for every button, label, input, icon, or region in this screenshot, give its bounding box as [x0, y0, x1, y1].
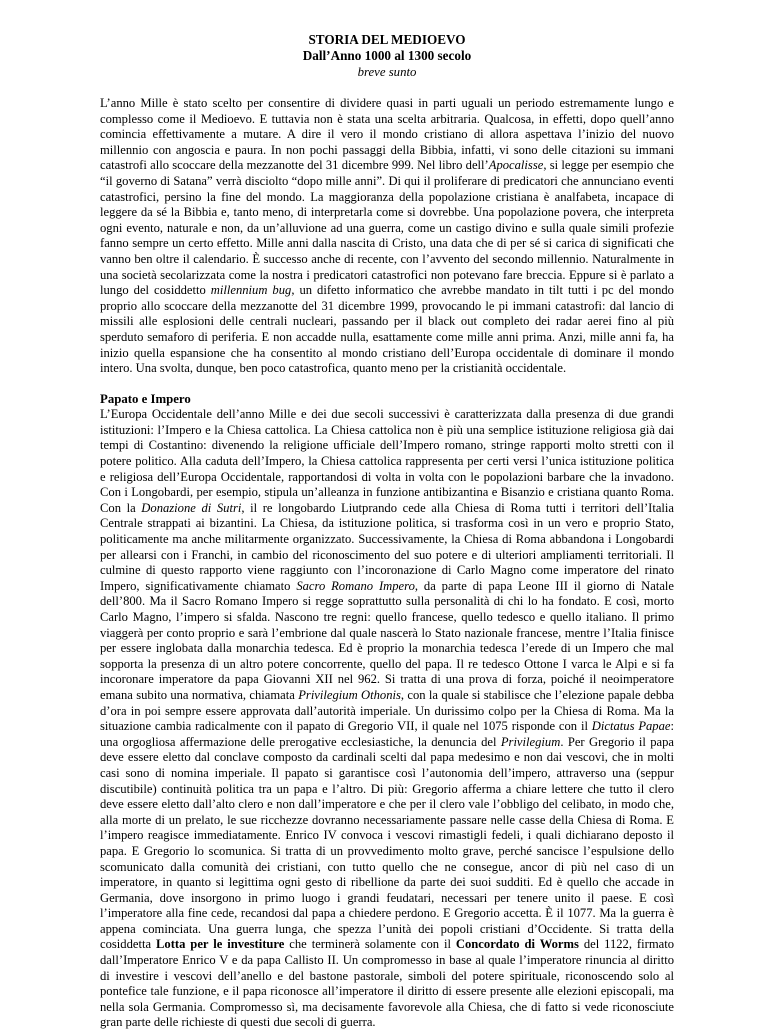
bold-term: Lotta per le investiture — [156, 937, 285, 952]
text-run: L’anno Mille è stato scelto per consentire di dividere quasi in parti uguali un periodo estremamente lungo e complesso come il Medioevo. E tuttavia non è stata una scelta arbitraria. Qualcosa, in effetti, dopo quell’anno comincia effettivamente a mutare. A dire il vero il mondo cristiano di allora aspettava l’inizio del nuovo millennio con angoscia e paura. In non pochi passaggi della Bibbia, infatti, vi sono delle citazioni su immani catastrofi allo scoccare della mezzanotte del 31 dicembre 999. Nel libro dell’ — [100, 96, 674, 173]
document-subtitle: Dall’Anno 1000 al 1300 secolo — [302, 48, 472, 63]
section-heading: Papato e Impero — [100, 391, 191, 406]
text-run: . Per Gregorio il papa deve essere eletto dal conclave composto da cardinali scelti dal papa medesimo e non dai vescovi, che in molti casi sono di nomina imperiale. Il papato si garantisce così l’autonomia dell’impero, attraverso una (seppur discutibile) continuità politica tra un papa e l’altro. Di più: Gregorio afferma a chiare lettere che tutto il clero deve essere eletto dall’alto clero e non dall’imperatore e che per il clero vale l’obbligo del celibato, in modo che, alla morte di un prelato, le sue ricchezze dovranno necessariamente passare nelle casse della Chiesa di Roma. E l’impero reagisce immediatamente. Enrico IV convoca i vescovi rimastigli fedeli, i quali dichiarano deposto il papa. E Gregorio lo scomunica. Si tratta di un provvedimento molto grave, perché sancisce l’espulsione dello scomunicato dalla comunità dei cristiani, con tutto quello che ne consegue, ancor di più nel caso di un imperatore, in quanto si legittima ogni gesto di ribellione da parte dei suoi sudditi. Ed è quello che accade in Germania, dove insorgono in primo luogo i grandi feudatari, necessari per tenere unito il paese. E così l’imperatore alla fine cede, recandosi dal papa a chiedere perdono. E Gregorio accetta. È il 1077. Ma la guerra è appena cominciata. Una guerra lunga, che spezza l’unità dei popoli cristiani d’Occidente. Si tratta della cosiddetta — [100, 734, 674, 952]
text-run: , si legge per esempio che “il governo di Satana” verrà disciolto “dopo mille anni”. Di qui il proliferare di predicatori che annunciano eventi catastrofici, persino la fine del mondo. La maggioranza della popolazione cristiana è analfabeta, incapace di leggere da sé la Bibbia e, tanto meno, di interpretarla come si dovrebbe. Una popolazione povera, che interpreta ogni evento, naturale e non, da un’alluvione ad una guerra, come un castigo divino e sulla quale simili profezie fanno sempre un certo effetto. Mille anni dalla nascita di Cristo, una data che di per sé si carica di significati che vanno ben oltre il calendario. È successo anche di recente, con l’avvento del secondo millennio. Naturalmente in una società secolarizzata come la nostra i predicatori catastrofici non potevano fare breccia. Eppure si è parlato a lungo del cosiddetto — [100, 158, 675, 298]
text-run: , con la quale si stabilisce che l’elezione papale debba d’ora in poi sempre essere approvata dall’autorità imperiale. Un durissimo colpo per la Chiesa di Roma. Ma la situazione cambia radicalmente con il papato di Gregorio VII, il quale nel 1075 risponde con il — [100, 687, 675, 734]
italic-term: Donazione di Sutri — [141, 500, 242, 515]
bold-term: Concordato di Worms — [455, 937, 579, 952]
document-page — [100, 32, 674, 1031]
italic-term: Privilegium — [500, 734, 561, 749]
text-run: , da parte di papa Leone III il giorno di Natale dell’800. Ma il Sacro Romano Impero si regge soprattutto sulla personalità di chi lo ha fondato. E così, morto Carlo Magno, l’impero si sfalda. Nascono tre regni: quello francese, quello tedesco e quello italiano. Il primo viaggerà per conto proprio e sarà l’embrione dal quale nascerà lo Stato nazionale francese, mentre l’Italia finisce per essere inglobata dalla monarchia tedesca. Ed è proprio la monarchia tedesca l’erede di un Impero che mal sopporta la presenza di un altro potere concorrente, quello del papa. Il re tedesco Ottone I varca le Alpi e si fa incoronare imperatore da papa Giovanni XII nel 962. Si tratta di una prova di forza, poiché il neoimperatore emana subito una normativa, chiamata — [100, 578, 675, 702]
text-run: che terminerà solamente con il — [284, 937, 456, 952]
italic-term: Privilegium Othonis — [298, 687, 401, 702]
text-run: L’Europa Occidentale dell’anno Mille e dei due secoli successivi è caratterizzata dalla presenza di due grandi istituzioni: l’Impero e la Chiesa cattolica. La Chiesa cattolica non è più una semplice istituzione religiosa già dai tempi di Costantino: divenendo la religione ufficiale dell’Impero romano, stringe rapporti molto stretti con il potere politico. Alla caduta dell’Impero, la Chiesa cattolica rappresenta per certi versi l’unica istituzione politica e religiosa dell’Europa Occidentale, rapportandosi di volta in volta con le popolazioni barbare che la invadono. Con i Longobardi, per esempio, stipula un’alleanza in funzione antibizantina e Bisanzio e cristiana quanto Roma. Con la — [100, 407, 674, 515]
italic-term: Sacro Romano Impero — [296, 578, 415, 593]
document-title: STORIA DEL MEDIOEVO — [308, 32, 466, 47]
italic-term: Apocalisse — [488, 158, 544, 173]
italic-term: Dictatus Papae — [591, 719, 671, 734]
document-header — [100, 32, 674, 80]
intro-paragraph — [100, 96, 674, 377]
text-run: , un difetto informatico che avrebbe mandato in tilt tutti i pc del mondo proprio allo scoccare della mezzanotte del 31 dicembre 1999, provocando le pi immani catastrofi: dal lancio di missili alle esplosioni delle centrali nucleari, passando per il black out completo dei radar aerei fino al più sperduto semaforo di periferia. E non accadde nulla, esattamente come mille anni prima. Anzi, mille anni fa, ha inizio quella espansione che ha consentito al mondo cristiano dell’Europa occidentale di dominare il mondo intero. Una svolta, dunque, ben poco catastrofica, quanto meno per la cristianità occidentale. — [100, 283, 674, 376]
document-tagline: breve sunto — [357, 65, 417, 79]
text-run: , il re longobardo Liutprando cede alla Chiesa di Roma tutti i territori dell’Italia Centrale strappati ai bizantini. La Chiesa, da istituzione politica, si trasforma così in un vero e proprio Stato, politicamente ma anche militarmente organizzato. Successivamente, la Chiesa di Roma abbandona i Longobardi per allearsi con i Franchi, in cambio del riconoscimento del suo potere e di ulteriori ampliamenti territoriali. Il culmine di questo rapporto viene raggiunto con l’incoronazione di Carlo Magno come imperatore del rinato Impero, significativamente chiamato — [100, 500, 675, 593]
text-run: del 1122, firmato dall’Imperatore Enrico V e da papa Callisto II. Un compromesso in base al quale l’imperatore rinuncia al diritto di investire i vescovi dell’anello e del bastone pastorale, simboli del potere spirituale, riconoscendo solo al pontefice tale funzione, e il papa riconosce all’imperatore il diritto di essere presente alle elezioni episcopali, ma nella sola Germania. Compromesso sì, ma decisamente favorevole alla Chiesa, che di fatto si vede riconosciute gran parte delle richieste di questi due secoli di guerra. — [100, 937, 674, 1030]
italic-term: millennium bug — [210, 283, 292, 298]
text-run: : una orgogliosa affermazione delle prerogative ecclesiastiche, la denuncia del — [100, 719, 674, 749]
section-paragraph — [100, 407, 674, 1031]
